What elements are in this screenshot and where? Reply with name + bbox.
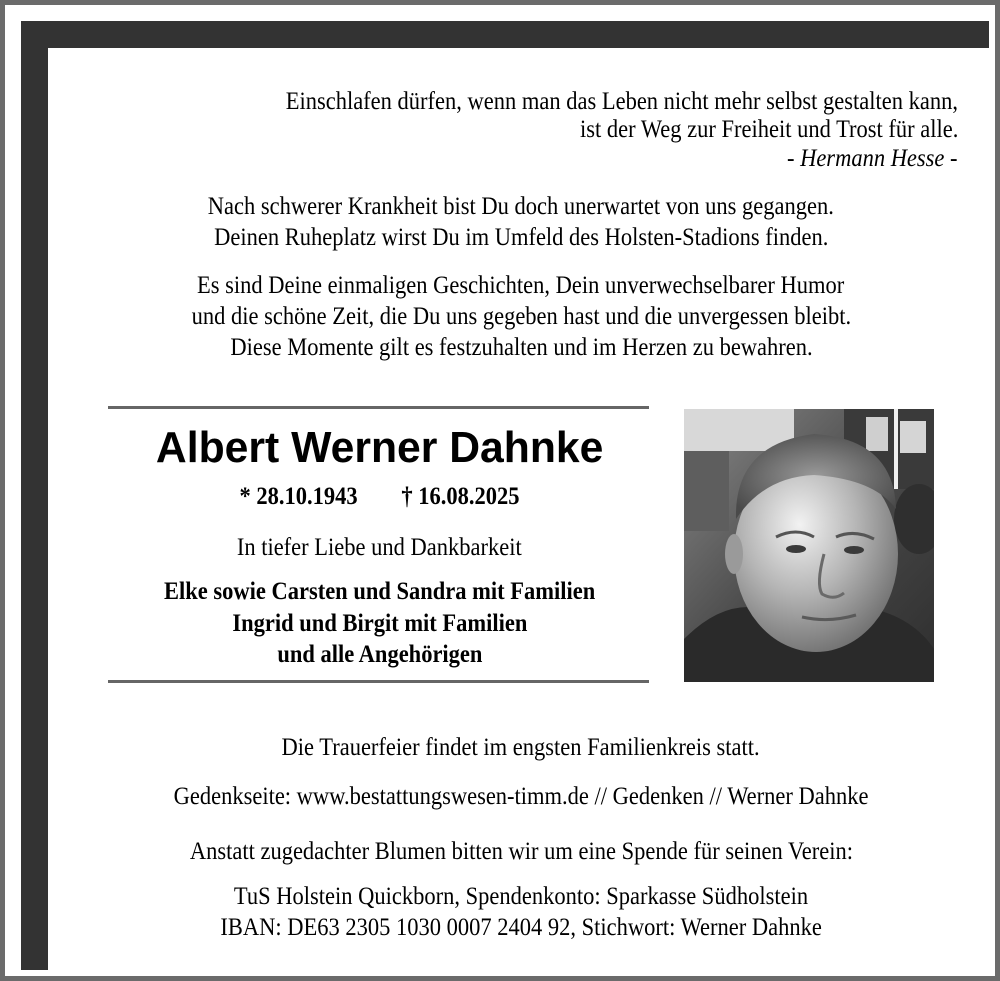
portrait-photo-icon <box>684 409 934 682</box>
intro-line-3: Es sind Deine einmaligen Geschichten, Dein unverwechselbarer Humor <box>197 272 845 299</box>
intro-line-2: Deinen Ruheplatz wirst Du im Umfeld des Holsten-Stadions finden. <box>213 224 829 251</box>
mourners-intro: In tiefer Liebe und Dankbarkeit <box>237 534 522 561</box>
donation-request: Anstatt zugedachter Blumen bitten wir um eine Spende für seinen Verein: <box>189 838 853 865</box>
divider-bottom <box>108 680 649 683</box>
intro-line-5: Diese Momente gilt es festzuhalten und im Herzen zu bewahren. <box>229 334 813 361</box>
death-date: † 16.08.2025 <box>401 483 520 510</box>
obituary-border <box>21 21 989 970</box>
mourner-line-3: und alle Angehörigen <box>276 641 483 668</box>
life-dates <box>106 483 653 511</box>
quote-line-2: ist der Weg zur Freiheit und Trost für alle. <box>579 116 958 143</box>
quote-line-1: Einschlafen dürfen, wenn man das Leben nicht mehr selbst gestalten kann, <box>285 88 958 115</box>
memorial-page-notice: Gedenkseite: www.bestattungswesen-timm.de // Gedenken // Werner Dahnke <box>173 783 869 810</box>
intro-line-1: Nach schwerer Krankheit bist Du doch unerwartet von uns gegangen. <box>207 193 835 220</box>
divider-top <box>108 406 649 409</box>
mourner-line-1: Elke sowie Carsten und Sandra mit Familien <box>163 578 596 605</box>
mourner-line-2: Ingrid und Birgit mit Familien <box>231 610 528 637</box>
obituary-content <box>48 48 994 975</box>
funeral-notice: Die Trauerfeier findet im engsten Familienkreis statt. <box>281 734 761 761</box>
bank-line-2: IBAN: DE63 2305 1030 0007 2404 92, Stichwort: Werner Dahnke <box>220 914 822 941</box>
birth-date: * 28.10.1943 <box>239 483 358 510</box>
bank-line-1: TuS Holstein Quickborn, Spendenkonto: Sparkasse Südholstein <box>233 883 809 910</box>
quote-author: - Hermann Hesse - <box>787 145 958 172</box>
deceased-name: Albert Werner Dahnke <box>155 423 604 472</box>
obituary-sheet <box>5 5 995 976</box>
intro-line-4: und die schöne Zeit, die Du uns gegeben hast und die unvergessen bleibt. <box>191 303 851 330</box>
